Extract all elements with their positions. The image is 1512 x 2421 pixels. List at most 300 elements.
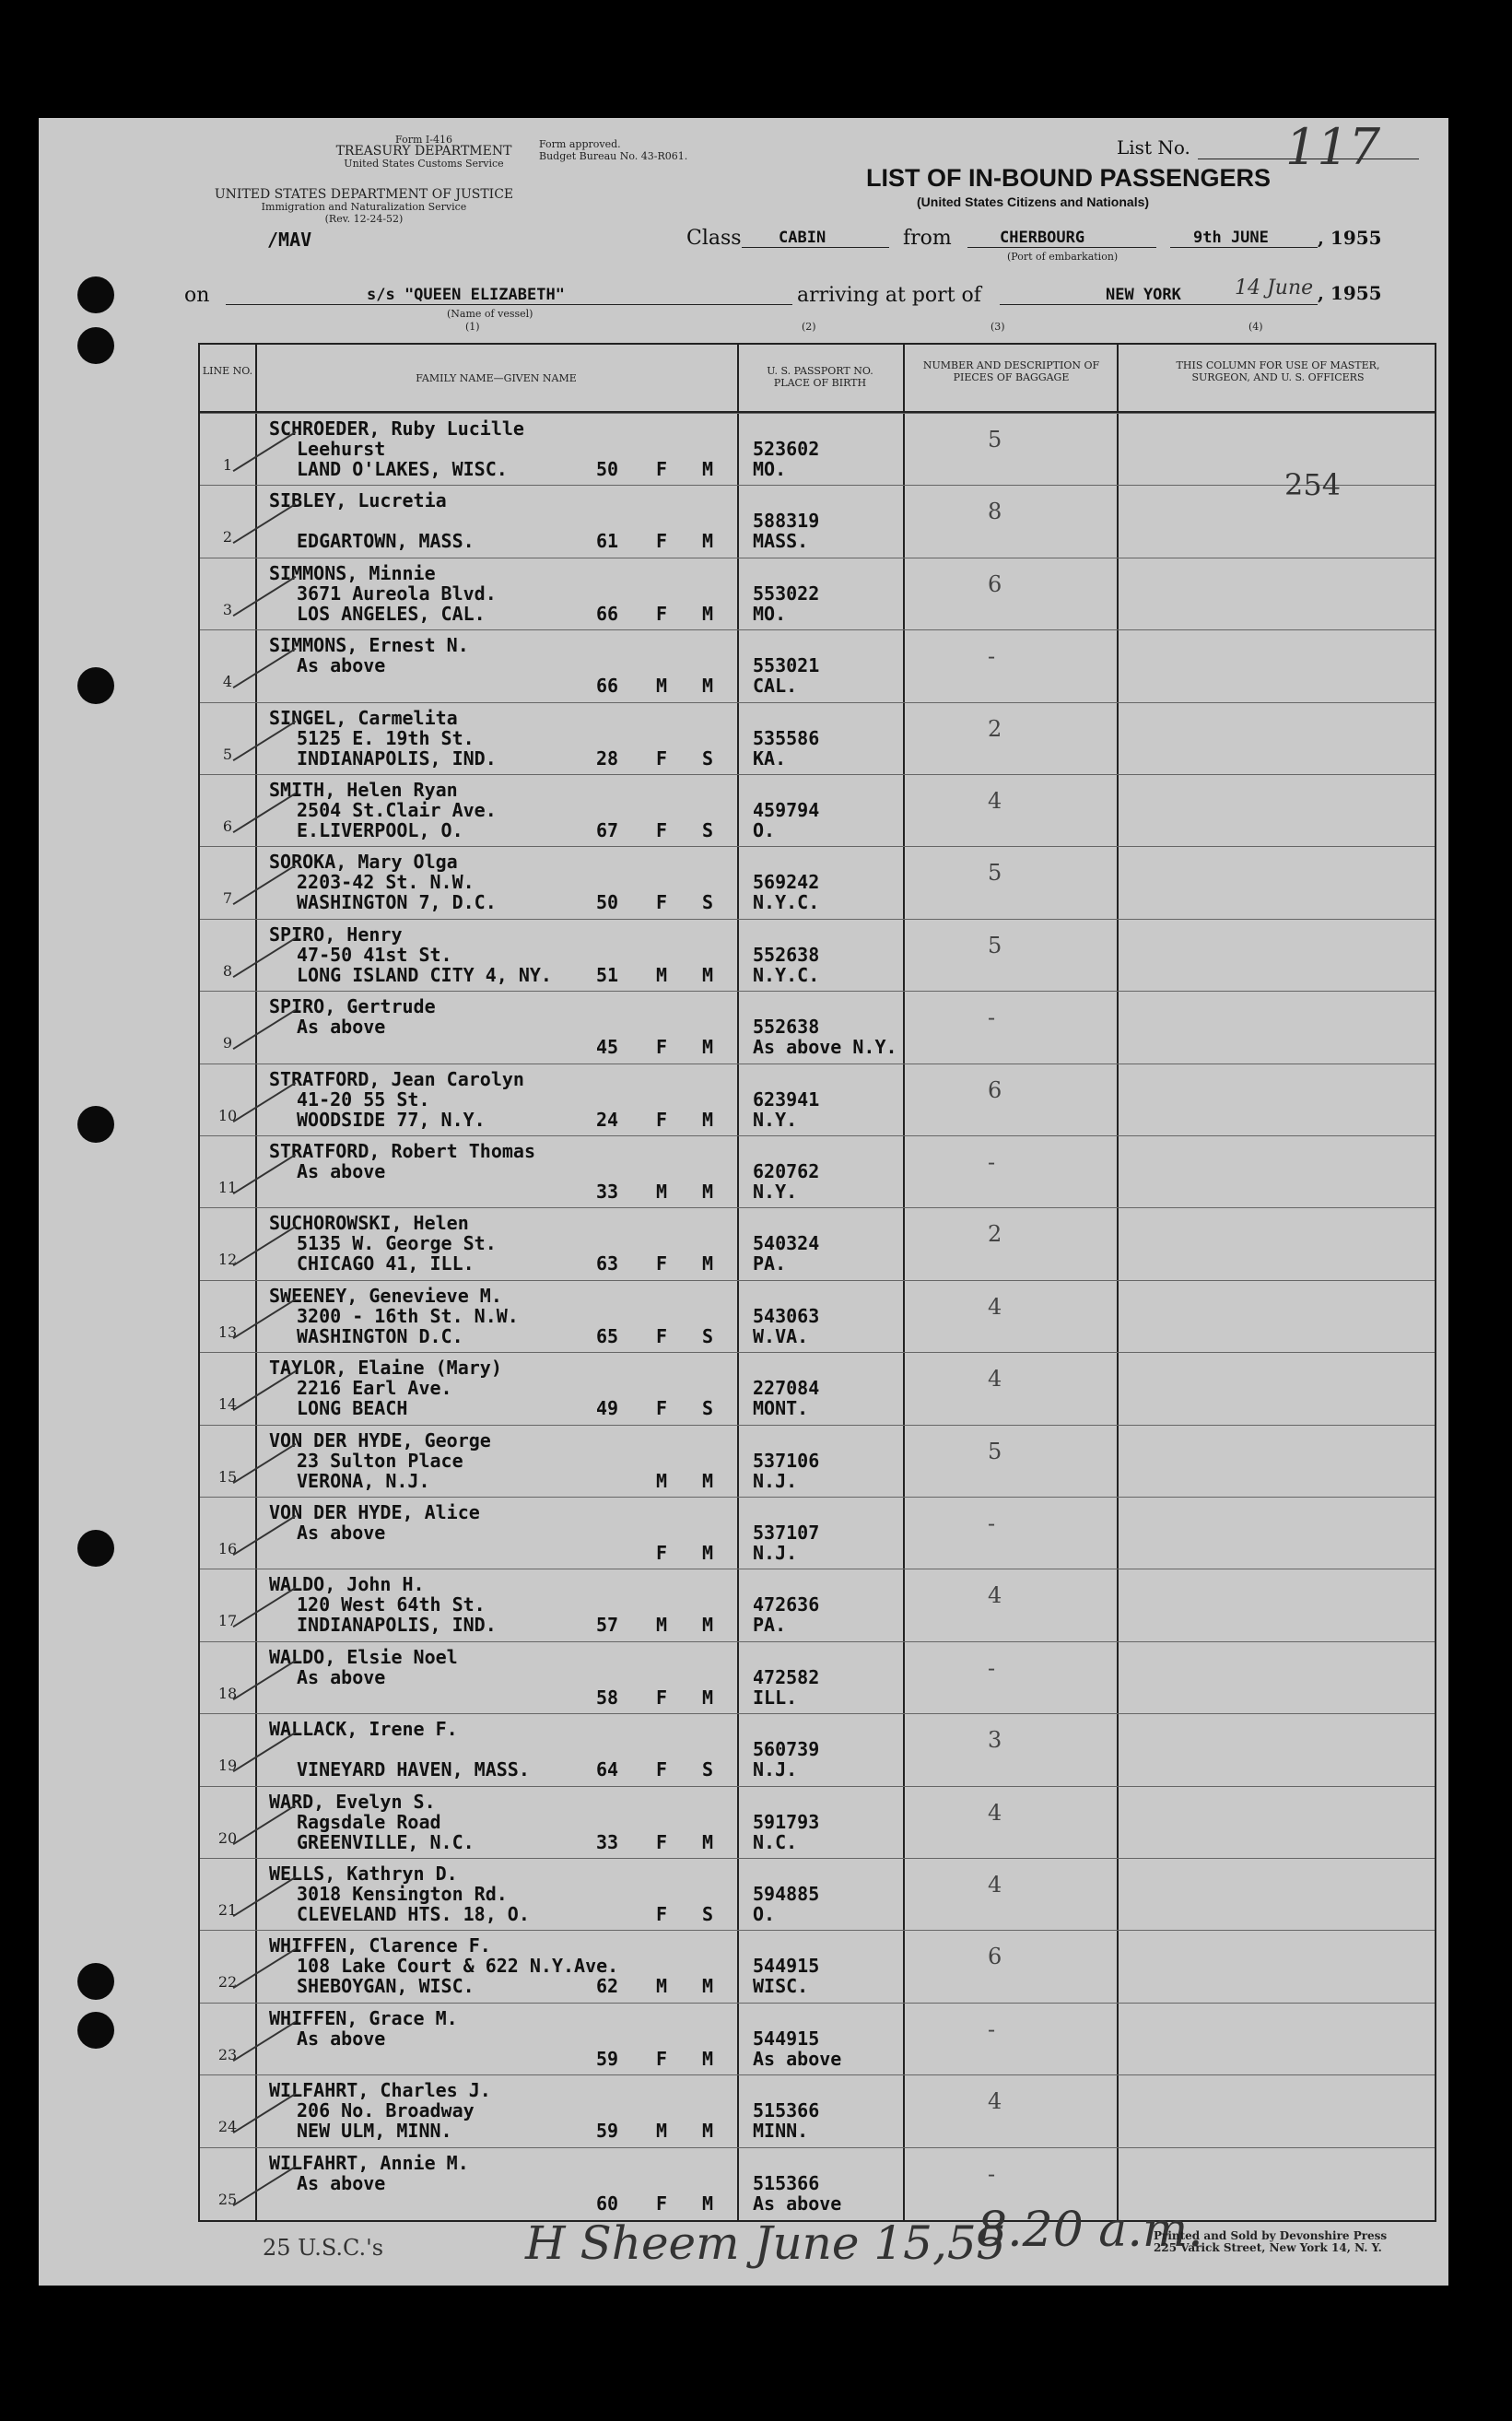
- passenger-address: 41-20 55 St.: [297, 1087, 430, 1111]
- table-row: [200, 558, 1435, 630]
- place-of-birth: As above: [753, 2047, 842, 2070]
- passenger-city: INDIANAPOLIS, IND.: [297, 746, 497, 770]
- passport-number: 543063: [753, 1304, 820, 1327]
- passenger-address: 2216 Earl Ave.: [297, 1377, 452, 1400]
- line-number: 19: [217, 1757, 238, 1775]
- passenger-sex: F: [656, 458, 668, 480]
- passenger-city: CLEVELAND HTS. 18, O.: [297, 1903, 530, 1925]
- from-underline: [967, 247, 1156, 248]
- baggage-count: 6: [988, 570, 1002, 597]
- baggage-count: 5: [988, 932, 1002, 958]
- table-row: [200, 1641, 1435, 1714]
- check-mark: [233, 1876, 297, 1917]
- arrival-underline: [1000, 304, 1318, 305]
- passenger-sex: F: [656, 2047, 668, 2070]
- marital-status: M: [702, 1686, 714, 1709]
- baggage-count: -: [988, 1149, 996, 1175]
- passenger-city: WASHINGTON D.C.: [297, 1324, 463, 1347]
- passenger-age: 61: [596, 530, 619, 553]
- check-mark: [233, 1299, 297, 1339]
- marital-status: M: [702, 1614, 714, 1637]
- marital-status: M: [702, 2120, 714, 2143]
- line-number: 8: [222, 961, 233, 980]
- passenger-address: 3671 Aureola Blvd.: [297, 582, 497, 605]
- passenger-sex: F: [656, 602, 668, 625]
- passenger-age: 28: [596, 746, 619, 770]
- passenger-city: VERONA, N.J.: [297, 1469, 430, 1492]
- arriving-label: arriving at port of: [797, 284, 981, 307]
- passport-number: 523602: [753, 438, 820, 460]
- passenger-address: 2504 St.Clair Ave.: [297, 799, 497, 821]
- table-row: [200, 1352, 1435, 1425]
- passenger-sex: M: [656, 675, 668, 698]
- check-mark: [233, 1370, 297, 1411]
- check-mark: [233, 503, 297, 544]
- line-number: 23: [217, 2045, 238, 2063]
- passenger-address: 5135 W. George St.: [297, 1232, 497, 1255]
- check-mark: [233, 431, 297, 472]
- passenger-sex: F: [656, 1252, 668, 1275]
- passenger-name: WALDO, John H.: [269, 1573, 425, 1596]
- passenger-address: 2203-42 St. N.W.: [297, 871, 475, 894]
- officer-signature: H Sheem June 15,55: [525, 2216, 1006, 2270]
- baggage-count: 2: [988, 715, 1002, 742]
- passenger-age: 50: [596, 458, 619, 480]
- department-name: TREASURY DEPARTMENT: [335, 144, 512, 159]
- line-number: 7: [222, 889, 233, 908]
- passenger-sex: F: [656, 1542, 668, 1564]
- justice-block: [189, 189, 539, 225]
- table-row: [200, 2074, 1435, 2147]
- col-header-officers: THIS COLUMN FOR USE OF MASTER, SURGEON, AND U. S. OFFICERS: [1176, 359, 1380, 383]
- passenger-address: As above: [297, 2171, 386, 2194]
- check-mark: [233, 576, 297, 617]
- passenger-sex: F: [656, 1903, 668, 1925]
- place-of-birth: N.J.: [753, 1542, 798, 1564]
- form-number-block: [332, 134, 516, 170]
- passenger-address: 23 Sulton Place: [297, 1449, 463, 1472]
- passenger-address: As above: [297, 1522, 386, 1544]
- punch-hole: [77, 667, 114, 704]
- on-label: on: [184, 284, 210, 307]
- table-row: [200, 991, 1435, 1064]
- table-row: [200, 846, 1435, 919]
- table-row: [200, 1135, 1435, 1208]
- passenger-city: SHEBOYGAN, WISC.: [297, 1975, 475, 1998]
- table-row: [200, 1786, 1435, 1859]
- passenger-address: 47-50 41st St.: [297, 943, 452, 966]
- table-row: [200, 1207, 1435, 1280]
- marital-status: M: [702, 1108, 714, 1131]
- marital-status: M: [702, 458, 714, 480]
- passenger-address: As above: [297, 2027, 386, 2050]
- passenger-count: 25 U.S.C.'s: [263, 2235, 384, 2261]
- from-label: from: [903, 227, 952, 250]
- passenger-sex: M: [656, 1975, 668, 1998]
- passenger-sex: M: [656, 963, 668, 986]
- passenger-sex: F: [656, 1830, 668, 1853]
- passenger-sex: F: [656, 746, 668, 770]
- passport-number: 537107: [753, 1522, 820, 1544]
- baggage-count: 6: [988, 1944, 1002, 1970]
- arrival-port: NEW YORK: [1106, 286, 1181, 304]
- passport-number: 620762: [753, 1160, 820, 1182]
- passport-number: 591793: [753, 1810, 820, 1833]
- punch-hole: [77, 1106, 114, 1143]
- passenger-address: 206 No. Broadway: [297, 2099, 475, 2122]
- list-no-label: List No.: [1117, 136, 1190, 159]
- table-row: [200, 1425, 1435, 1498]
- passenger-age: 65: [596, 1324, 619, 1347]
- passport-number: 560739: [753, 1738, 820, 1761]
- line-number: 20: [217, 1828, 238, 1847]
- passenger-sex: F: [656, 1758, 668, 1781]
- marital-status: M: [702, 1181, 714, 1203]
- marital-status: M: [702, 1469, 714, 1492]
- printer-imprint: [1154, 2230, 1387, 2254]
- baggage-count: 5: [988, 1438, 1002, 1464]
- line-number: 10: [217, 1106, 238, 1124]
- passenger-city: GREENVILLE, N.C.: [297, 1830, 475, 1853]
- baggage-count: 4: [988, 2088, 1002, 2115]
- passenger-age: 63: [596, 1252, 619, 1275]
- place-of-birth: ILL.: [753, 1686, 798, 1709]
- baggage-count: 4: [988, 1872, 1002, 1898]
- check-mark: [233, 1515, 297, 1556]
- passenger-name: WILFAHRT, Charles J.: [269, 2079, 491, 2102]
- passenger-address: As above: [297, 1016, 386, 1039]
- passenger-age: 49: [596, 1397, 619, 1420]
- line-number: 24: [217, 2118, 238, 2136]
- passenger-address: As above: [297, 654, 386, 677]
- baggage-count: 6: [988, 1076, 1002, 1103]
- immigration-service: Immigration and Naturalization Service: [261, 201, 467, 213]
- baggage-count: -: [988, 1005, 996, 1031]
- officer-note: 254: [1284, 467, 1342, 502]
- passenger-name: TAYLOR, Elaine (Mary): [269, 1357, 502, 1380]
- passport-number: 537106: [753, 1449, 820, 1472]
- marital-status: M: [702, 1542, 714, 1564]
- marital-status: M: [702, 530, 714, 553]
- line-number: 4: [222, 673, 233, 691]
- form-number: Form I-416: [395, 134, 452, 146]
- check-mark: [233, 1732, 297, 1772]
- marital-status: M: [702, 963, 714, 986]
- place-of-birth: N.J.: [753, 1758, 798, 1781]
- printer-address: 225 Varick Street, New York 14, N. Y.: [1154, 2241, 1382, 2254]
- col-header-line: LINE NO.: [202, 365, 253, 377]
- passenger-name: SIMMONS, Ernest N.: [269, 634, 469, 657]
- passenger-name: SPIRO, Gertrude: [269, 995, 436, 1018]
- passenger-name: SUCHOROWSKI, Helen: [269, 1212, 469, 1235]
- passenger-city: WOODSIDE 77, N.Y.: [297, 1108, 486, 1131]
- column-marker: (3): [990, 321, 1005, 333]
- marital-status: S: [702, 1324, 714, 1347]
- check-mark: [233, 1082, 297, 1122]
- approval-block: [539, 138, 687, 162]
- place-of-birth: MO.: [753, 602, 787, 625]
- budget-bureau-line: Budget Bureau No. 43-R061.: [539, 150, 688, 162]
- passenger-age: 59: [596, 2120, 619, 2143]
- line-number: 22: [217, 1973, 238, 1992]
- passenger-city: INDIANAPOLIS, IND.: [297, 1614, 497, 1637]
- printer-line: Printed and Sold by Devonshire Press: [1154, 2229, 1388, 2242]
- passport-number: 535586: [753, 726, 820, 749]
- passport-number: 544915: [753, 1955, 820, 1978]
- baggage-count: 4: [988, 1293, 1002, 1320]
- revision-date: (Rev. 12-24-52): [324, 213, 404, 225]
- passport-number: 588319: [753, 510, 820, 533]
- place-of-birth: N.Y.C.: [753, 891, 820, 914]
- column-marker: (1): [465, 321, 480, 333]
- arrival-time: 8.20 a.m.: [977, 2203, 1203, 2258]
- baggage-count: 4: [988, 1366, 1002, 1393]
- passport-number: 553021: [753, 654, 820, 677]
- check-mark: [233, 937, 297, 978]
- passenger-age: 59: [596, 2047, 619, 2070]
- table-row: [200, 629, 1435, 702]
- table-row: [200, 1930, 1435, 2003]
- line-number: 11: [217, 1179, 238, 1196]
- place-of-birth: N.C.: [753, 1830, 798, 1853]
- approval-line: Form approved.: [539, 138, 621, 150]
- passenger-age: 66: [596, 602, 619, 625]
- passport-number: 594885: [753, 1883, 820, 1905]
- passport-number: 515366: [753, 2099, 820, 2122]
- passenger-age: 24: [596, 1108, 619, 1131]
- line-number: 1: [222, 456, 233, 474]
- passenger-age: 62: [596, 1975, 619, 1998]
- place-of-birth: As above N.Y.: [753, 1036, 897, 1059]
- passenger-sex: F: [656, 1108, 668, 1131]
- line-number: 2: [222, 528, 233, 546]
- table-row: [200, 413, 1435, 486]
- line-number: 13: [217, 1322, 238, 1341]
- passenger-sex: F: [656, 530, 668, 553]
- vessel-caption: (Name of vessel): [447, 308, 533, 320]
- passport-number: 472582: [753, 1665, 820, 1688]
- passenger-name: SMITH, Helen Ryan: [269, 779, 458, 801]
- class-underline: [742, 247, 889, 248]
- marital-status: S: [702, 1758, 714, 1781]
- table-row: [200, 1064, 1435, 1136]
- passenger-sex: F: [656, 1397, 668, 1420]
- place-of-birth: O.: [753, 1903, 776, 1925]
- passport-number: 569242: [753, 871, 820, 894]
- baggage-count: 8: [988, 499, 1002, 525]
- passenger-name: SPIRO, Henry: [269, 923, 403, 946]
- table-row: [200, 1713, 1435, 1786]
- arrival-year: , 1955: [1318, 282, 1382, 304]
- marital-status: M: [702, 2047, 714, 2070]
- col-header-passport: U. S. PASSPORT NO. PLACE OF BIRTH: [767, 365, 873, 389]
- check-mark: [233, 648, 297, 688]
- line-number: 12: [217, 1251, 238, 1269]
- check-mark: [233, 1804, 297, 1845]
- vessel-underline: [226, 304, 792, 305]
- col-header-baggage: NUMBER AND DESCRIPTION OF PIECES OF BAGGAGE: [922, 359, 1100, 383]
- passenger-age: 58: [596, 1686, 619, 1709]
- baggage-count: -: [988, 2016, 996, 2042]
- marital-status: S: [702, 819, 714, 841]
- check-mark: [233, 2166, 297, 2206]
- marital-status: M: [702, 1036, 714, 1059]
- place-of-birth: N.Y.: [753, 1108, 798, 1131]
- document-title: LIST OF IN-BOUND PASSENGERS: [866, 164, 1272, 192]
- passport-number: 553022: [753, 582, 820, 605]
- passenger-sex: M: [656, 2120, 668, 2143]
- marital-status: M: [702, 675, 714, 698]
- passenger-name: WALDO, Elsie Noel: [269, 1645, 458, 1668]
- passenger-city: LOS ANGELES, CAL.: [297, 602, 486, 625]
- departure-year: , 1955: [1318, 227, 1382, 249]
- passport-number: 472636: [753, 1593, 820, 1616]
- passenger-name: SINGEL, Carmelita: [269, 706, 458, 729]
- line-number: 9: [222, 1034, 233, 1052]
- check-mark: [233, 1443, 297, 1484]
- passenger-address: Ragsdale Road: [297, 1810, 441, 1833]
- baggage-count: -: [988, 643, 996, 670]
- passenger-city: EDGARTOWN, MASS.: [297, 530, 475, 553]
- passenger-age: 45: [596, 1036, 619, 1059]
- check-mark: [233, 793, 297, 833]
- passenger-address: As above: [297, 1665, 386, 1688]
- marital-status: M: [702, 1975, 714, 1998]
- passenger-sex: M: [656, 1469, 668, 1492]
- passenger-age: 60: [596, 2192, 619, 2215]
- marital-status: M: [702, 1252, 714, 1275]
- justice-department: UNITED STATES DEPARTMENT OF JUSTICE: [214, 187, 514, 202]
- passport-number: 623941: [753, 1087, 820, 1111]
- place-of-birth: N.Y.C.: [753, 963, 820, 986]
- class-value: CABIN: [779, 229, 826, 247]
- marital-status: M: [702, 1830, 714, 1853]
- punch-hole: [77, 2012, 114, 2049]
- passport-number: 227084: [753, 1377, 820, 1400]
- check-mark: [233, 2093, 297, 2133]
- passenger-sex: F: [656, 891, 668, 914]
- passenger-sex: F: [656, 1324, 668, 1347]
- passenger-age: 33: [596, 1830, 619, 1853]
- line-number: 3: [222, 600, 233, 618]
- passenger-sex: F: [656, 1686, 668, 1709]
- column-marker: (2): [802, 321, 816, 333]
- passenger-name: VON DER HYDE, Alice: [269, 1501, 480, 1523]
- punch-hole: [77, 1530, 114, 1567]
- check-mark: [233, 1226, 297, 1266]
- baggage-count: 4: [988, 1799, 1002, 1826]
- arrival-date: 14 June: [1235, 276, 1314, 300]
- passenger-address: 3018 Kensington Rd.: [297, 1883, 508, 1905]
- place-of-birth: W.VA.: [753, 1324, 809, 1347]
- line-number: 6: [222, 817, 233, 835]
- baggage-count: 5: [988, 860, 1002, 887]
- place-of-birth: MO.: [753, 458, 787, 480]
- departure-underline: [1170, 247, 1318, 248]
- place-of-birth: PA.: [753, 1614, 787, 1637]
- passenger-sex: M: [656, 1181, 668, 1203]
- table-row: [200, 2003, 1435, 2075]
- place-of-birth: N.Y.: [753, 1181, 798, 1203]
- table-row: [200, 919, 1435, 992]
- place-of-birth: N.J.: [753, 1469, 798, 1492]
- table-row: [200, 774, 1435, 847]
- place-of-birth: WISC.: [753, 1975, 809, 1998]
- passenger-name: WHIFFEN, Grace M.: [269, 2006, 458, 2029]
- line-number: 5: [222, 745, 233, 763]
- passenger-name: SCHROEDER, Ruby Lucille: [269, 417, 524, 440]
- passenger-city: NEW ULM, MINN.: [297, 2120, 452, 2143]
- check-mark: [233, 1009, 297, 1050]
- check-mark: [233, 1154, 297, 1194]
- line-number: 25: [217, 2190, 238, 2208]
- from-value: CHERBOURG: [1000, 229, 1085, 247]
- passenger-address: 3200 - 16th St. N.W.: [297, 1304, 519, 1327]
- passenger-table: [198, 343, 1436, 2222]
- table-row: [200, 1569, 1435, 1641]
- passenger-age: 50: [596, 891, 619, 914]
- passenger-sex: F: [656, 1036, 668, 1059]
- passport-number: 544915: [753, 2027, 820, 2050]
- document-subtitle: (United States Citizens and Nationals): [917, 194, 1150, 209]
- check-mark: [233, 2021, 297, 2062]
- line-number: 21: [217, 1901, 238, 1919]
- passenger-age: 57: [596, 1614, 619, 1637]
- passenger-name: SIBLEY, Lucretia: [269, 489, 447, 512]
- passenger-city: E.LIVERPOOL, O.: [297, 819, 463, 841]
- passenger-age: 64: [596, 1758, 619, 1781]
- punch-hole: [77, 327, 114, 364]
- passenger-city: LONG ISLAND CITY 4, NY.: [297, 963, 552, 986]
- passenger-name: STRATFORD, Jean Carolyn: [269, 1067, 524, 1090]
- check-mark: [233, 1948, 297, 1989]
- passenger-name: WHIFFEN, Clarence F.: [269, 1934, 491, 1957]
- passenger-name: WALLACK, Irene F.: [269, 1718, 458, 1741]
- table-row: [200, 1858, 1435, 1931]
- punch-hole: [77, 276, 114, 313]
- passenger-name: WELLS, Kathryn D.: [269, 1863, 458, 1885]
- passenger-age: 66: [596, 675, 619, 698]
- passenger-sex: F: [656, 2192, 668, 2215]
- form-code: /MAV: [267, 229, 312, 251]
- class-label: Class: [686, 227, 742, 250]
- place-of-birth: PA.: [753, 1252, 787, 1275]
- passenger-city: WASHINGTON 7, D.C.: [297, 891, 497, 914]
- line-number: 18: [217, 1684, 238, 1702]
- baggage-count: 3: [988, 1727, 1002, 1754]
- passenger-city: CHICAGO 41, ILL.: [297, 1252, 475, 1275]
- line-number: 15: [217, 1467, 238, 1486]
- passenger-city: VINEYARD HAVEN, MASS.: [297, 1758, 530, 1781]
- passenger-address: 120 West 64th St.: [297, 1593, 486, 1616]
- table-row: [200, 485, 1435, 558]
- table-row: [200, 2147, 1435, 2220]
- check-mark: [233, 1587, 297, 1628]
- list-no-value: 117: [1285, 118, 1381, 176]
- marital-status: S: [702, 891, 714, 914]
- baggage-count: 4: [988, 1582, 1002, 1609]
- line-number: 14: [217, 1395, 238, 1414]
- passenger-name: WILFAHRT, Annie M.: [269, 2151, 469, 2174]
- table-row: [200, 702, 1435, 775]
- line-number: 17: [217, 1612, 238, 1630]
- baggage-count: 4: [988, 788, 1002, 814]
- check-mark: [233, 864, 297, 905]
- passport-number: 515366: [753, 2171, 820, 2194]
- vessel-name: s/s "QUEEN ELIZABETH": [367, 286, 565, 304]
- punch-hole: [77, 1963, 114, 2000]
- column-marker: (4): [1248, 321, 1263, 333]
